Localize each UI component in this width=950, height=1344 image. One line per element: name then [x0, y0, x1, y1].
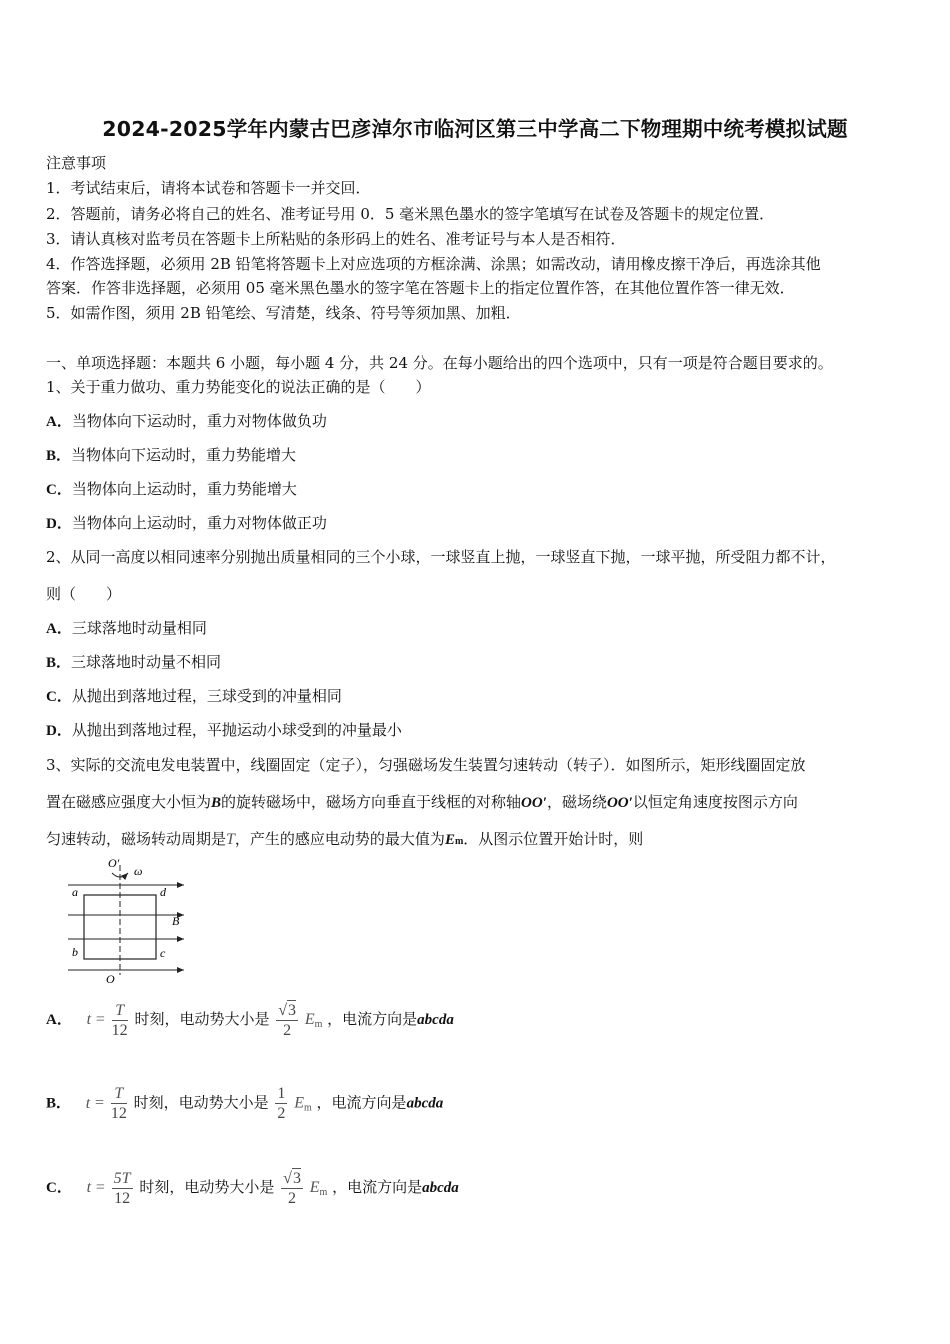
symbol-e: E: [304, 1011, 315, 1028]
option-text: ，电流方向是: [327, 1010, 418, 1028]
option-text: 当物体向上运动时，重力对物体做正功: [71, 514, 327, 532]
q3-stem-line1: 3、实际的交流电发电装置中，线圈固定（定子），匀强磁场发生装置匀速转动（转子）．如图所示，矩形线圈固定放: [46, 756, 806, 774]
q1-option-c: [46, 478, 297, 499]
rotating-field-diagram: [62, 855, 192, 985]
label-top-axis: O′: [108, 856, 120, 870]
notice-item: 2．答题前，请务必将自己的姓名、准考证号用 0．5 毫米黑色墨水的签字笔填写在试卷及答题卡的规定位置．: [46, 205, 775, 223]
time-fraction: [112, 1169, 133, 1208]
option-text: ，电流方向是: [316, 1093, 407, 1112]
text: 的旋转磁场中，磁场方向垂直于线框的对称轴: [221, 793, 522, 811]
time-fraction: [112, 1001, 128, 1040]
option-letter: D．: [46, 516, 72, 532]
symbol-t: t: [85, 1094, 91, 1112]
text: 置在磁感应强度大小恒为: [46, 793, 212, 811]
label-field-b: B: [172, 914, 180, 928]
label-c: c: [160, 946, 166, 960]
fraction-denominator: 12: [114, 1189, 131, 1207]
symbol-b: B: [211, 795, 222, 811]
fraction-denominator: 12: [110, 1105, 127, 1122]
notice-item: 5．如需作图，须用 2B 铅笔绘、写清楚，线条、符号等须加黑、加粗．: [46, 304, 521, 322]
notice-item: 4．作答选择题，必须用 2B 铅笔将答题卡上对应选项的方框涂满、涂黑；如需改动，请用橡皮擦干净后，再选涂其他: [46, 255, 821, 273]
symbol-t: t: [86, 1179, 92, 1196]
current-direction: abcda: [417, 1012, 454, 1028]
q3-stem-line2: [46, 791, 798, 812]
q3-option-a: [46, 1000, 454, 1040]
emf-fraction: [276, 1000, 298, 1040]
fraction-denominator: 2: [288, 1190, 297, 1207]
option-letter: B．: [46, 655, 72, 671]
q2-stem-line1: 2、从同一高度以相同速率分别抛出质量相同的三个小球，一球竖直上抛，一球竖直下抛，一球平抛，所受阻力都不计，: [46, 548, 836, 566]
emf-fraction: [281, 1168, 303, 1208]
label-a: a: [72, 885, 78, 899]
label-omega: ω: [134, 864, 143, 878]
notice-item: 3．请认真核对监考员在答题卡上所粘贴的条形码上的姓名、准考证号与本人是否相符．: [46, 230, 626, 248]
option-letter: B．: [46, 1095, 72, 1112]
q2-stem-line2: 则（ ）: [46, 585, 122, 603]
notice-heading: 注意事项: [46, 154, 107, 172]
fraction-numerator: √3: [283, 1170, 301, 1187]
q1-stem: 1、关于重力做功、重力势能变化的说法正确的是（ ）: [46, 378, 431, 396]
symbol-e: E: [294, 1094, 304, 1112]
label-bottom-axis: O: [106, 972, 115, 985]
fraction-numerator: T: [111, 1084, 127, 1104]
option-text: 当物体向下运动时，重力对物体做负功: [71, 412, 327, 430]
q2-option-d: [46, 719, 402, 740]
option-text: 三球落地时动量相同: [71, 619, 207, 637]
option-letter: A．: [46, 621, 72, 637]
option-text: 三球落地时动量不相同: [71, 653, 222, 671]
fraction-numerator: 5T: [113, 1169, 131, 1187]
fraction-denominator: 2: [277, 1105, 286, 1122]
option-text: 从抛出到落地过程，三球受到的冲量相同: [71, 687, 342, 705]
q2-option-c: [46, 685, 342, 706]
emf-fraction: [275, 1084, 287, 1123]
symbol-axis: OO′: [521, 795, 547, 811]
option-text: 时刻，电动势大小是: [134, 1010, 270, 1028]
subscript-m: m: [319, 1187, 328, 1198]
option-letter: B．: [46, 448, 72, 464]
q3-option-b: [46, 1084, 443, 1123]
time-fraction: [111, 1084, 127, 1123]
notice-item: 1．考试结束后，请将本试卷和答题卡一并交回．: [46, 179, 371, 197]
symbol-axis: OO′: [606, 795, 633, 811]
equals-sign: =: [95, 1011, 105, 1028]
option-text: 当物体向上运动时，重力势能增大: [71, 480, 297, 498]
text: 匀速转动，磁场转动周期是: [46, 830, 227, 848]
q1-option-a: [46, 410, 327, 431]
fraction-denominator: 2: [283, 1022, 292, 1039]
fraction-numerator: √3: [278, 1002, 297, 1019]
section-heading: 一、单项选择题：本题共 6 小题，每小题 4 分，共 24 分。在每小题给出的四个选项中，只有一项是符合题目要求的。: [46, 354, 833, 372]
text: ，磁场绕: [546, 793, 607, 811]
symbol-t: t: [86, 1011, 92, 1028]
sqrt-value: 3: [288, 1002, 297, 1019]
label-d: d: [160, 885, 166, 899]
symbol-e: E: [309, 1179, 320, 1196]
symbol-t: T: [226, 831, 235, 848]
option-letter: D．: [46, 723, 72, 739]
option-letter: A．: [46, 414, 72, 430]
notice-item: 答案．作答非选择题，必须用 05 毫米黑色墨水的签字笔在答题卡上的指定位置作答，在其他位置作答一律无效．: [46, 279, 795, 297]
text: 以恒定角速度按图示方向: [632, 793, 798, 811]
fraction-numerator: 1: [277, 1085, 286, 1102]
fraction-numerator: T: [112, 1001, 128, 1021]
equals-sign: =: [95, 1179, 105, 1196]
sqrt-value: 3: [292, 1170, 301, 1187]
subscript-m: m: [303, 1102, 312, 1114]
option-letter: C．: [46, 1180, 72, 1196]
option-text: ，电流方向是: [332, 1178, 423, 1196]
option-text: 时刻，电动势大小是: [133, 1093, 269, 1112]
option-letter: C．: [46, 482, 72, 498]
equals-sign: =: [95, 1094, 105, 1112]
text: ，产生的感应电动势的最大值为: [234, 830, 445, 848]
q2-option-b: [46, 651, 221, 672]
q1-option-b: [46, 444, 296, 465]
option-letter: C．: [46, 689, 72, 705]
symbol-e: E: [444, 832, 455, 848]
q1-option-d: [46, 512, 327, 533]
subscript-m: m: [454, 836, 464, 847]
page-title: 2024-2025学年内蒙古巴彦淖尔市临河区第三中学高二下物理期中统考模拟试题: [102, 117, 848, 141]
fraction-denominator: 12: [111, 1021, 128, 1039]
option-text: 当物体向下运动时，重力势能增大: [71, 446, 297, 464]
q3-option-c: [46, 1168, 459, 1208]
option-letter: A．: [46, 1012, 72, 1028]
label-b: b: [72, 945, 78, 959]
current-direction: abcda: [422, 1180, 459, 1196]
option-text: 时刻，电动势大小是: [139, 1178, 275, 1196]
option-text: 从抛出到落地过程，平抛运动小球受到的冲量最小: [71, 721, 402, 739]
text: ．从图示位置开始计时，则: [463, 830, 644, 848]
q2-option-a: [46, 617, 207, 638]
q3-stem-line3: [46, 828, 643, 849]
subscript-m: m: [314, 1019, 323, 1030]
current-direction: abcda: [406, 1095, 444, 1112]
